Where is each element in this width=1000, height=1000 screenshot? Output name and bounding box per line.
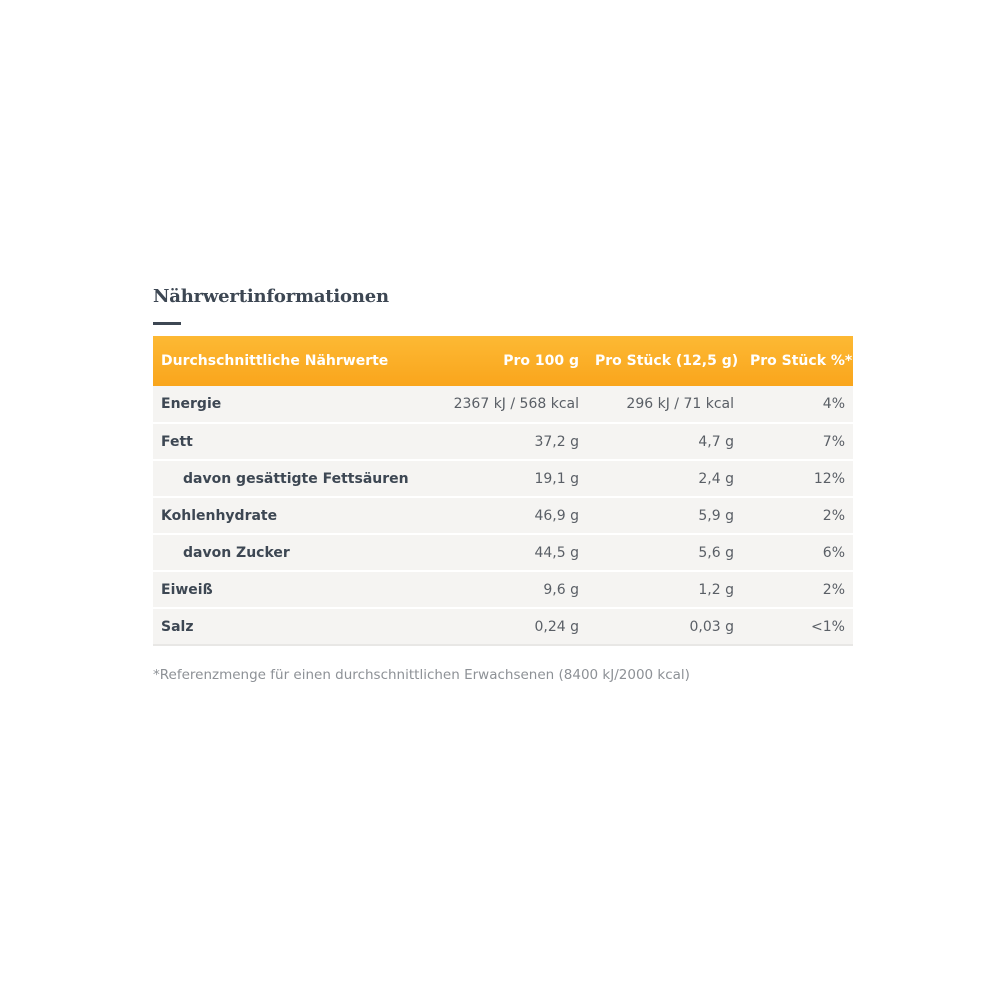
reference-footnote: *Referenzmenge für einen durchschnittlichen Erwachsenen (8400 kJ/2000 kcal) [153,667,690,683]
value-per-100g: 46,9 g [534,507,579,524]
header-per-100g: Pro 100 g [503,353,579,369]
value-per-piece-percent: <1% [811,618,845,635]
value-per-piece-percent: 2% [822,507,845,524]
value-per-piece: 2,4 g [698,470,734,487]
row-label: Salz [161,618,194,635]
table-row [153,534,853,571]
header-average-nutrients: Durchschnittliche Nährwerte [161,353,389,369]
nutrition-table [153,336,853,646]
page-title: Nährwertinformationen [153,286,389,307]
header-per-piece-percent: Pro Stück %* [750,353,853,369]
table-row [153,386,853,423]
value-per-piece: 1,2 g [698,581,734,598]
nutrition-panel [153,284,853,683]
value-per-piece: 4,7 g [698,433,734,450]
row-label: Energie [161,396,222,412]
value-per-100g: 0,24 g [534,618,579,635]
value-per-piece-percent: 12% [813,470,845,487]
row-label: davon Zucker [183,544,290,561]
row-label: Fett [161,433,193,450]
table-row [153,608,853,645]
row-label: Eiweiß [161,581,213,598]
header-per-piece: Pro Stück (12,5 g) [595,353,739,369]
table-row [153,571,853,608]
value-per-piece-percent: 4% [822,396,845,412]
table-row [153,460,853,497]
value-per-piece: 5,9 g [698,507,734,524]
table-header-row [153,336,853,386]
value-per-100g: 9,6 g [543,581,579,598]
row-label: davon gesättigte Fettsäuren [183,470,409,487]
value-per-piece-percent: 2% [822,581,845,598]
value-per-100g: 44,5 g [534,544,579,561]
value-per-100g: 19,1 g [534,470,579,487]
row-label: Kohlenhydrate [161,507,278,524]
value-per-piece: 0,03 g [689,618,734,635]
title-underline [153,322,181,325]
value-per-piece: 296 kJ / 71 kcal [626,396,734,412]
value-per-piece-percent: 6% [822,544,845,561]
value-per-100g: 2367 kJ / 568 kcal [453,396,579,412]
table-row [153,497,853,534]
value-per-piece-percent: 7% [822,433,845,450]
table-row [153,423,853,460]
value-per-100g: 37,2 g [534,433,579,450]
value-per-piece: 5,6 g [698,544,734,561]
